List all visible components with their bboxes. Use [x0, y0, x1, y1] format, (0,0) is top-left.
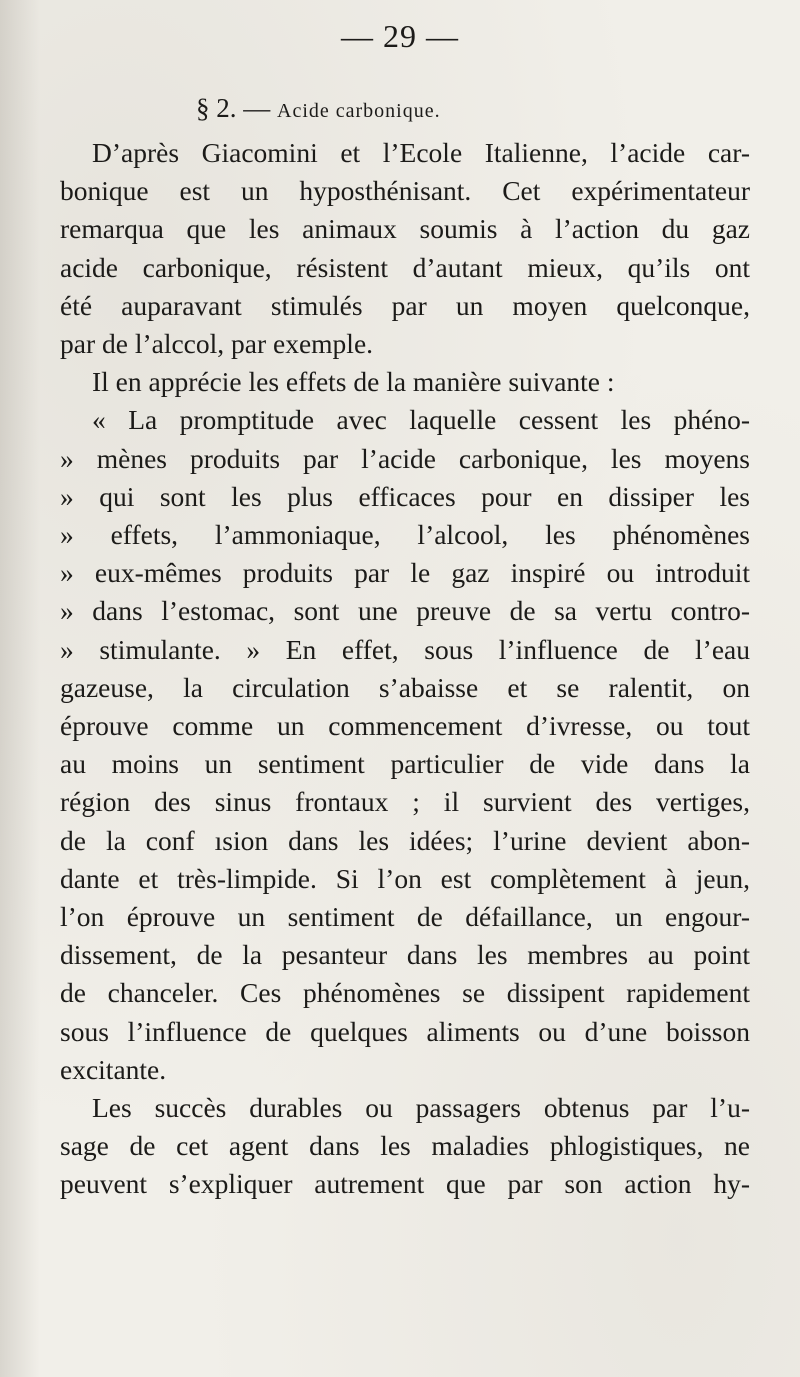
text-line: l’on éprouve un sentiment de défaillance, un engour- — [60, 901, 750, 933]
text-line: sage de cet agent dans les maladies phlogistiques, ne — [60, 1130, 750, 1162]
quote-line: « La promptitude avec laquelle cessent les phéno- — [92, 404, 750, 436]
quote-line: » stimulante. » En effet, sous l’influence de l’eau — [60, 633, 750, 665]
text-line: éprouve comme un commencement d’ivresse, ou tout — [60, 710, 750, 742]
section-heading — [196, 90, 441, 129]
text-line: dissement, de la pesanteur dans les membres au point — [60, 939, 750, 971]
quote-line: » mènes produits par l’acide carbonique, les moyens — [60, 442, 750, 474]
page-edge-shadow — [0, 0, 40, 1377]
text-line: gazeuse, la circulation s’abaisse et se ralentit, on — [60, 671, 750, 703]
text-line: au moins un sentiment particulier de vide dans la — [60, 748, 750, 780]
text-line: de la conf ısion dans les idées; l’urine devient abon- — [60, 824, 750, 856]
page-number: — 29 — — [341, 18, 459, 54]
text-line: sous l’influence de quelques aliments ou d’une boisson — [60, 1015, 750, 1047]
text-line: remarqua que les animaux soumis à l’action du gaz — [60, 213, 750, 245]
quote-line: » qui sont les plus efficaces pour en dissiper les — [60, 480, 750, 512]
text-line: par de l’alccol, par exemple. — [60, 328, 374, 360]
quote-line: » eux-mêmes produits par le gaz inspiré ou introduit — [60, 557, 750, 589]
section-number: § 2. — [196, 93, 237, 123]
text-line: bonique est un hyposthénisant. Cet expérimentateur — [60, 175, 750, 207]
text-line: D’après Giacomini et l’Ecole Italienne, l’acide car- — [92, 137, 750, 168]
text-line: peuvent s’expliquer autrement que par son action hy- — [60, 1168, 750, 1200]
quote-line: » dans l’estomac, sont une preuve de sa vertu contro- — [60, 595, 750, 627]
text-line: région des sinus frontaux ; il survient des vertiges, — [60, 786, 750, 818]
heading-dash: — — [243, 93, 271, 123]
body-text — [60, 134, 750, 1204]
text-line: Les succès durables ou passagers obtenus par l’u- — [92, 1092, 750, 1124]
section-title: Acide carbonique. — [277, 100, 441, 122]
text-line: de chanceler. Ces phénomènes se dissipent rapidement — [60, 977, 750, 1009]
text-line: dante et très-limpide. Si l’on est complètement à jeun, — [60, 862, 750, 894]
quote-line: » effets, l’ammoniaque, l’alcool, les phénomènes — [60, 519, 750, 551]
text-line: excitante. — [60, 1053, 167, 1085]
text-line: acide carbonique, résistent d’autant mieux, qu’ils ont — [60, 251, 750, 283]
text-line: été auparavant stimulés par un moyen quelconque, — [60, 289, 750, 321]
text-line: Il en apprécie les effets de la manière suivante : — [92, 366, 615, 398]
